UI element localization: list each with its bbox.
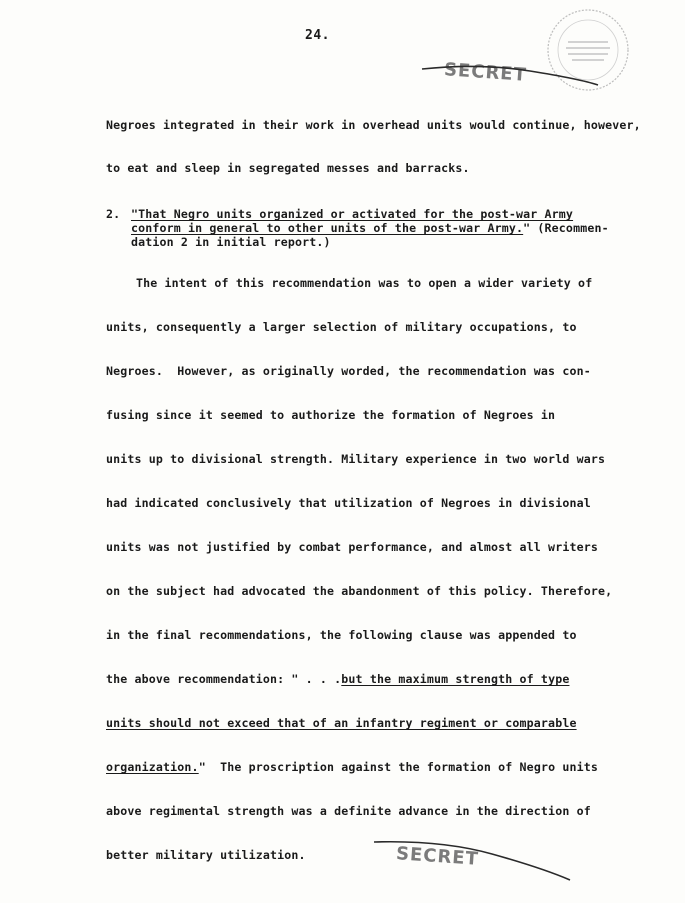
text-line-12: [106, 672, 569, 686]
text-line-14-underlined: organization.: [106, 760, 199, 774]
text-line-12-underlined: but the maximum strength of type: [341, 672, 570, 686]
text-line-4: units, consequently a larger selection of military occupations, to: [106, 320, 577, 334]
quote-line-3: dation 2 in initial report.): [131, 235, 331, 249]
text-line-1: Negroes integrated in their work in overhead units would continue, however,: [106, 118, 641, 132]
text-line-9: units was not justified by combat performance, and almost all writers: [106, 540, 598, 554]
text-line-12-start: the above recommendation: " . . .: [106, 672, 342, 686]
text-line-6: fusing since it seemed to authorize the formation of Negroes in: [106, 408, 556, 422]
text-line-3: The intent of this recommendation was to open a wider variety of: [136, 276, 593, 290]
text-line-11: in the final recommendations, the following clause was appended to: [106, 628, 577, 642]
stamp-strike-line-bottom: [372, 834, 572, 884]
text-line-10: on the subject had advocated the abandonment of this policy. Therefore,: [106, 584, 613, 598]
text-line-5: Negroes. However, as originally worded, the recommendation was con-: [106, 364, 591, 378]
quote-line-2-rest: " (Recommen-: [523, 221, 609, 235]
text-line-2: to eat and sleep in segregated messes and barracks.: [106, 161, 470, 175]
text-line-14-rest: " The proscription against the formation of Negro units: [198, 760, 598, 774]
stamp-strike-line-top: [420, 55, 600, 95]
text-line-14: [106, 760, 598, 774]
text-line-8: had indicated conclusively that utilization of Negroes in divisional: [106, 496, 591, 510]
secret-stamp-top: SECRET: [443, 59, 528, 86]
text-line-16: better military utilization.: [106, 848, 306, 862]
text-line-15: above regimental strength was a definite advance in the direction of: [106, 804, 591, 818]
quote-line-2: [131, 221, 609, 235]
secret-stamp-bottom: SECRET: [395, 843, 480, 870]
quote-line-2-underlined: conform in general to other units of the post-war Army.: [131, 221, 524, 235]
text-line-7: units up to divisional strength. Military experience in two world wars: [106, 452, 606, 466]
page-number: 24.: [305, 28, 330, 43]
list-item-number: 2.: [106, 207, 121, 221]
text-line-13: units should not exceed that of an infantry regiment or comparable: [106, 716, 577, 730]
quote-line-1: "That Negro units organized or activated for the post-war Army: [131, 207, 574, 221]
